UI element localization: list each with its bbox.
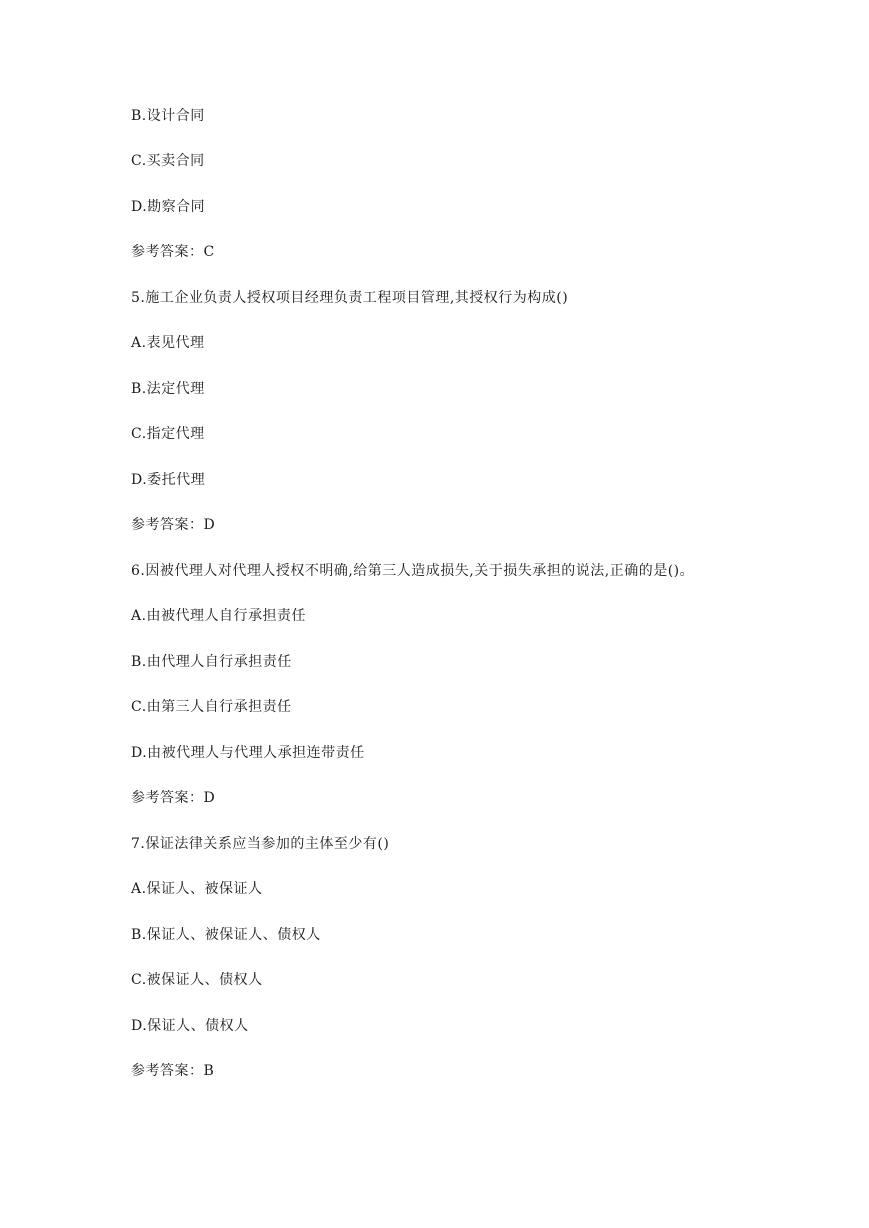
question-7-option-d: D.保证人、债权人 [131, 1018, 249, 1034]
question-7-option-a: A.保证人、被保证人 [131, 881, 263, 897]
question-5-option-c: C.指定代理 [131, 426, 205, 442]
question-6-option-c: C.由第三人自行承担责任 [131, 699, 292, 715]
answer-question-4: 参考答案：C [131, 244, 215, 260]
question-6-option-d: D.由被代理人与代理人承担连带责任 [131, 745, 365, 761]
question-7: 7.保证法律关系应当参加的主体至少有() [131, 836, 390, 852]
answer-question-6: 参考答案：D [131, 790, 216, 806]
answer-question-5: 参考答案：D [131, 517, 216, 533]
option-d-survey-contract: D.勘察合同 [131, 199, 206, 215]
question-7-option-c: C.被保证人、债权人 [131, 972, 263, 988]
question-5: 5.施工企业负责人授权项目经理负责工程项目管理,其授权行为构成() [131, 290, 569, 306]
question-6: 6.因被代理人对代理人授权不明确,给第三人造成损失,关于损失承担的说法,正确的是()。 [131, 563, 695, 579]
question-5-option-b: B.法定代理 [131, 381, 205, 397]
option-b-design-contract: B.设计合同 [131, 108, 205, 124]
answer-question-7: 参考答案：B [131, 1063, 215, 1079]
option-c-sales-contract: C.买卖合同 [131, 153, 205, 169]
question-6-option-a: A.由被代理人自行承担责任 [131, 608, 307, 624]
question-7-option-b: B.保证人、被保证人、债权人 [131, 927, 321, 943]
question-5-option-d: D.委托代理 [131, 472, 206, 488]
question-5-option-a: A.表见代理 [131, 335, 205, 351]
question-6-option-b: B.由代理人自行承担责任 [131, 654, 292, 670]
